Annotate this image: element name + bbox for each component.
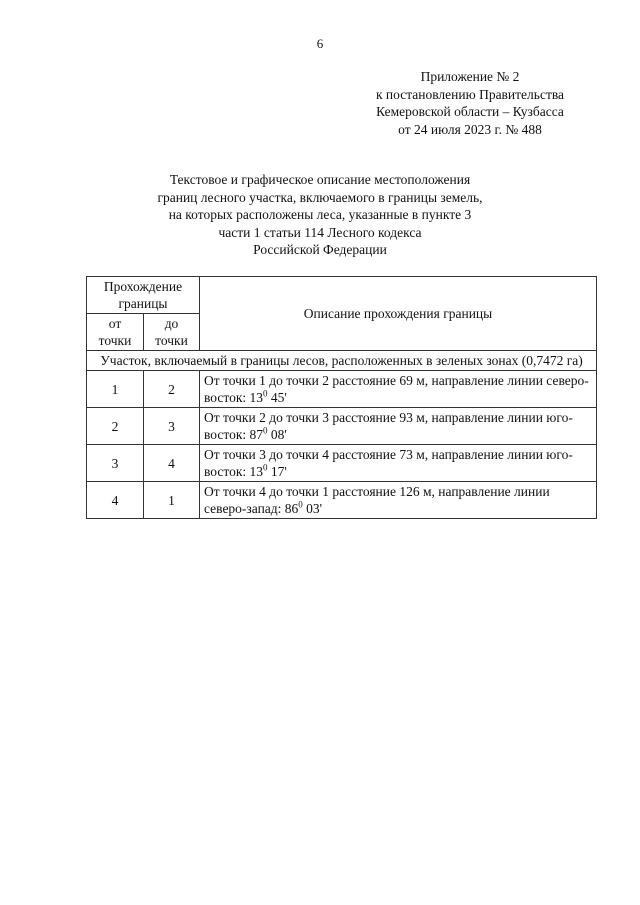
boundary-description (200, 371, 597, 408)
appendix-line: Приложение № 2 (420, 69, 520, 84)
appendix-line: от 24 июля 2023 г. № 488 (398, 121, 542, 137)
title-line: границ лесного участка, включаемого в границы земель, (157, 189, 483, 205)
appendix-line: к постановлению Правительства (375, 86, 565, 102)
to-point: 3 (144, 408, 200, 445)
boundary-description (200, 482, 597, 519)
appendix-header (350, 68, 590, 138)
table-row (87, 445, 597, 482)
from-point: 1 (87, 371, 144, 408)
description-text: От точки 1 до точки 2 расстояние 69 м, направление линии северо-восток: 13 (204, 373, 589, 405)
header-passage: Прохождение границы (87, 277, 200, 314)
header-description: Описание прохождения границы (200, 277, 597, 351)
minutes-text: 17' (267, 464, 287, 479)
to-point: 4 (144, 445, 200, 482)
description-text: От точки 4 до точки 1 расстояние 126 м, направление линии северо-запад: 86 (204, 484, 550, 516)
from-point: 3 (87, 445, 144, 482)
boundary-description (200, 408, 597, 445)
header-from: от точки (87, 314, 144, 351)
title-line: на которых расположены леса, указанные в пункте 3 (168, 207, 472, 222)
degree-mark: 0 (263, 462, 268, 473)
description-text: От точки 3 до точки 4 расстояние 73 м, направление линии юго-восток: 13 (204, 447, 573, 479)
minutes-text: 08' (267, 427, 287, 442)
appendix-line: Кемеровской области – Кузбасса (376, 104, 564, 119)
to-point: 2 (144, 371, 200, 408)
table-row (87, 408, 597, 445)
page-number: 6 (316, 36, 324, 51)
document-title (150, 171, 490, 259)
table-header-row (87, 277, 597, 314)
minutes-text: 45' (267, 390, 287, 405)
title-line: части 1 статьи 114 Лесного кодекса (218, 224, 422, 240)
degree-mark: 0 (263, 388, 268, 399)
description-text: От точки 2 до точки 3 расстояние 93 м, направление линии юго-восток: 87 (204, 410, 573, 442)
title-line: Российской Федерации (253, 242, 387, 257)
table-row (87, 482, 597, 519)
from-point: 4 (87, 482, 144, 519)
boundary-table (86, 276, 597, 519)
degree-mark: 0 (263, 425, 268, 436)
header-to: до точки (144, 314, 200, 351)
from-point: 2 (87, 408, 144, 445)
title-line: Текстовое и графическое описание местоположения (169, 172, 471, 187)
section-title: Участок, включаемый в границы лесов, расположенных в зеленых зонах (0,7472 га) (87, 351, 597, 371)
minutes-text: 03' (302, 501, 323, 516)
to-point: 1 (144, 482, 200, 519)
degree-mark: 0 (298, 499, 303, 510)
boundary-description (200, 445, 597, 482)
table-row (87, 371, 597, 408)
section-row (87, 351, 597, 371)
